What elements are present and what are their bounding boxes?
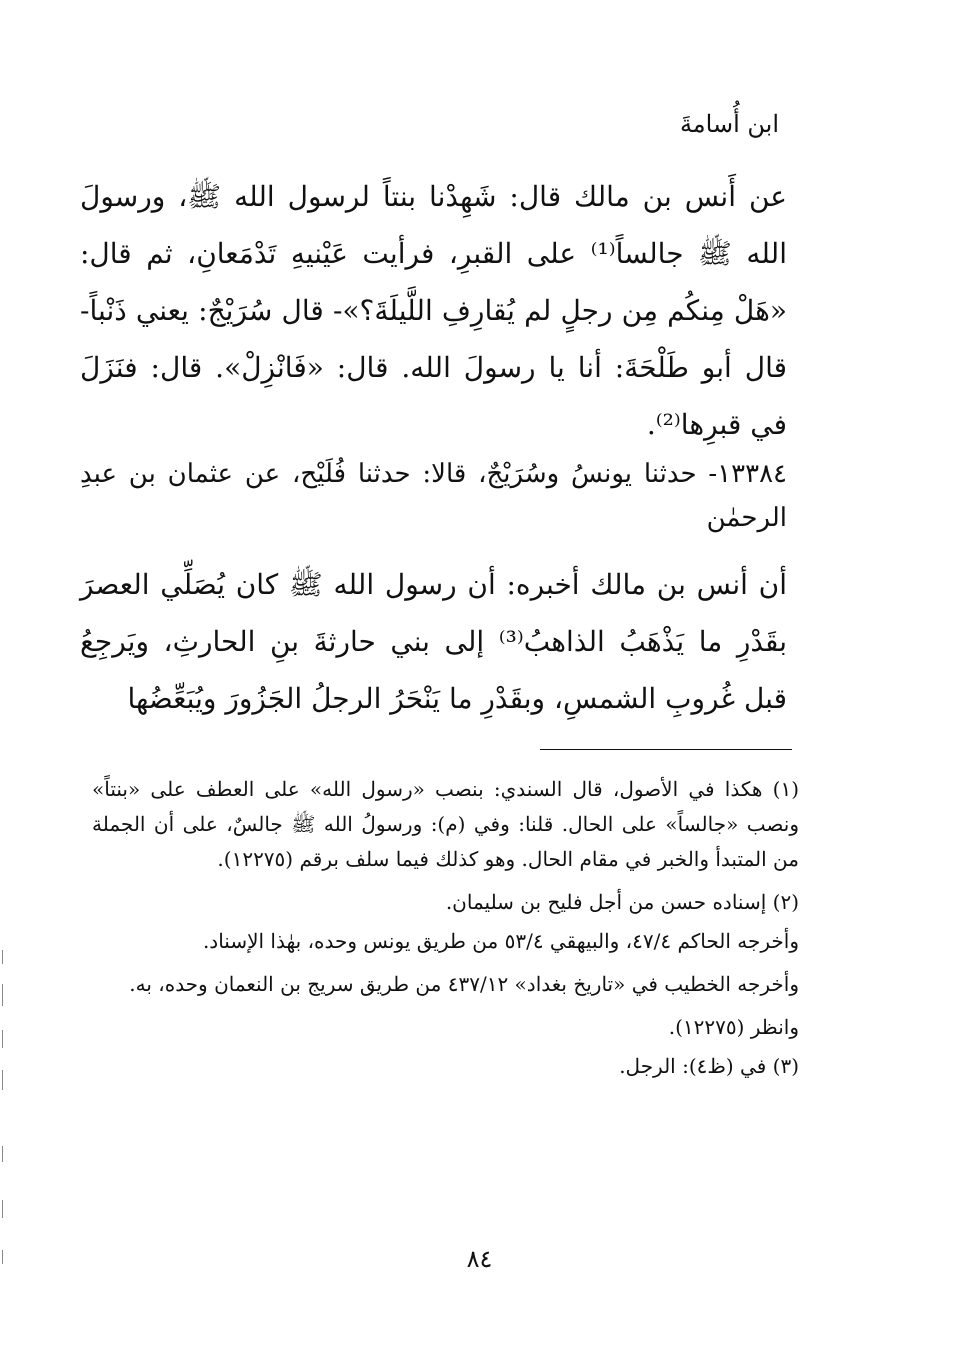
footnote-2-cross-reference: وانظر (١٢٢٧٥). — [668, 1015, 799, 1039]
hadith-paragraph-1 — [80, 168, 787, 453]
footnote-3: (٣) في (ظ٤): الرجل. — [619, 1054, 799, 1078]
edge-mark — [2, 1030, 3, 1048]
footnote-separator — [540, 749, 792, 750]
footnotes — [92, 772, 799, 1092]
footnote-2-takhrij-2: وأخرجه الخطيب في «تاريخ بغداد» ٤٣٧/١٢ من طريق سريج بن النعمان وحده، به. — [129, 972, 799, 996]
footnote-2: (٢) إسناده حسن من أجل فليح بن سليمان. — [445, 890, 799, 914]
page-number: ٨٤ — [466, 1245, 493, 1273]
hadith-paragraph-2 — [80, 556, 787, 727]
paragraph-text: عن أَنس بن مالك قال: شَهِدْنا بنتاً لرسول الله ﷺ، ورسولَ الله ﷺ جالساً⁽¹⁾ على القبرِ، فرأيت عَيْنيهِ تَدْمَعانِ، ثم قال: «هَلْ مِنكُم مِن رجلٍ لم يُقارِفِ اللَّيلَةَ؟»- قال سُرَيْجٌ: يعني ذَنْباً- قال أبو طَلْحَةَ: أنا يا رسولَ الله. قال: «فَانْزِلْ». قال: فنَزَلَ في قبرِها⁽²⁾. — [80, 180, 787, 441]
running-header: ابن أُسامةَ — [679, 110, 779, 138]
footnote-1: (١) هكذا في الأصول، قال السندي: بنصب «رسول الله» على العطف على «بنتاً» ونصب «جالساً» على الحال. قلنا: وفي (م): ورسولُ الله ﷺ جالسٌ، على أن الجملة من المتبدأ والخبر في مقام الحال. وهو كذلك فيما سلف برقم (١٢٢٧٥). — [92, 777, 799, 871]
edge-mark — [2, 950, 3, 964]
paragraph-text: ١٣٣٨٤- حدثنا يونسُ وسُرَيْجٌ، قالا: حدثنا فُلَيْح، عن عثمان بن عبدِ الرحمٰن — [80, 459, 787, 533]
paragraph-text: أن أنس بن مالك أخبره: أن رسول الله ﷺ كان يُصَلِّي العصرَ بقَدْرِ ما يَذْهَبُ الذاهبُ⁽³⁾ إلى بني حارثةَ بنِ الحارثِ، ويَرجِعُ قبل غُروبِ الشمسِ، وبقَدْرِ ما يَنْحَرُ الرجلُ الجَزُورَ ويُبَعِّضُها — [80, 568, 787, 715]
scan-edge-marks — [2, 950, 4, 1270]
edge-mark — [2, 1070, 3, 1090]
footnote-2-takhrij-1: وأخرجه الحاكم ٤٧/٤، والبيهقي ٥٣/٤ من طريق يونس وحده، بهٰذا الإسناد. — [202, 929, 799, 953]
edge-mark — [2, 984, 3, 1006]
edge-mark — [2, 1146, 3, 1162]
edge-mark — [2, 1200, 3, 1218]
edge-mark — [2, 1250, 3, 1264]
isnad-paragraph — [80, 452, 787, 540]
